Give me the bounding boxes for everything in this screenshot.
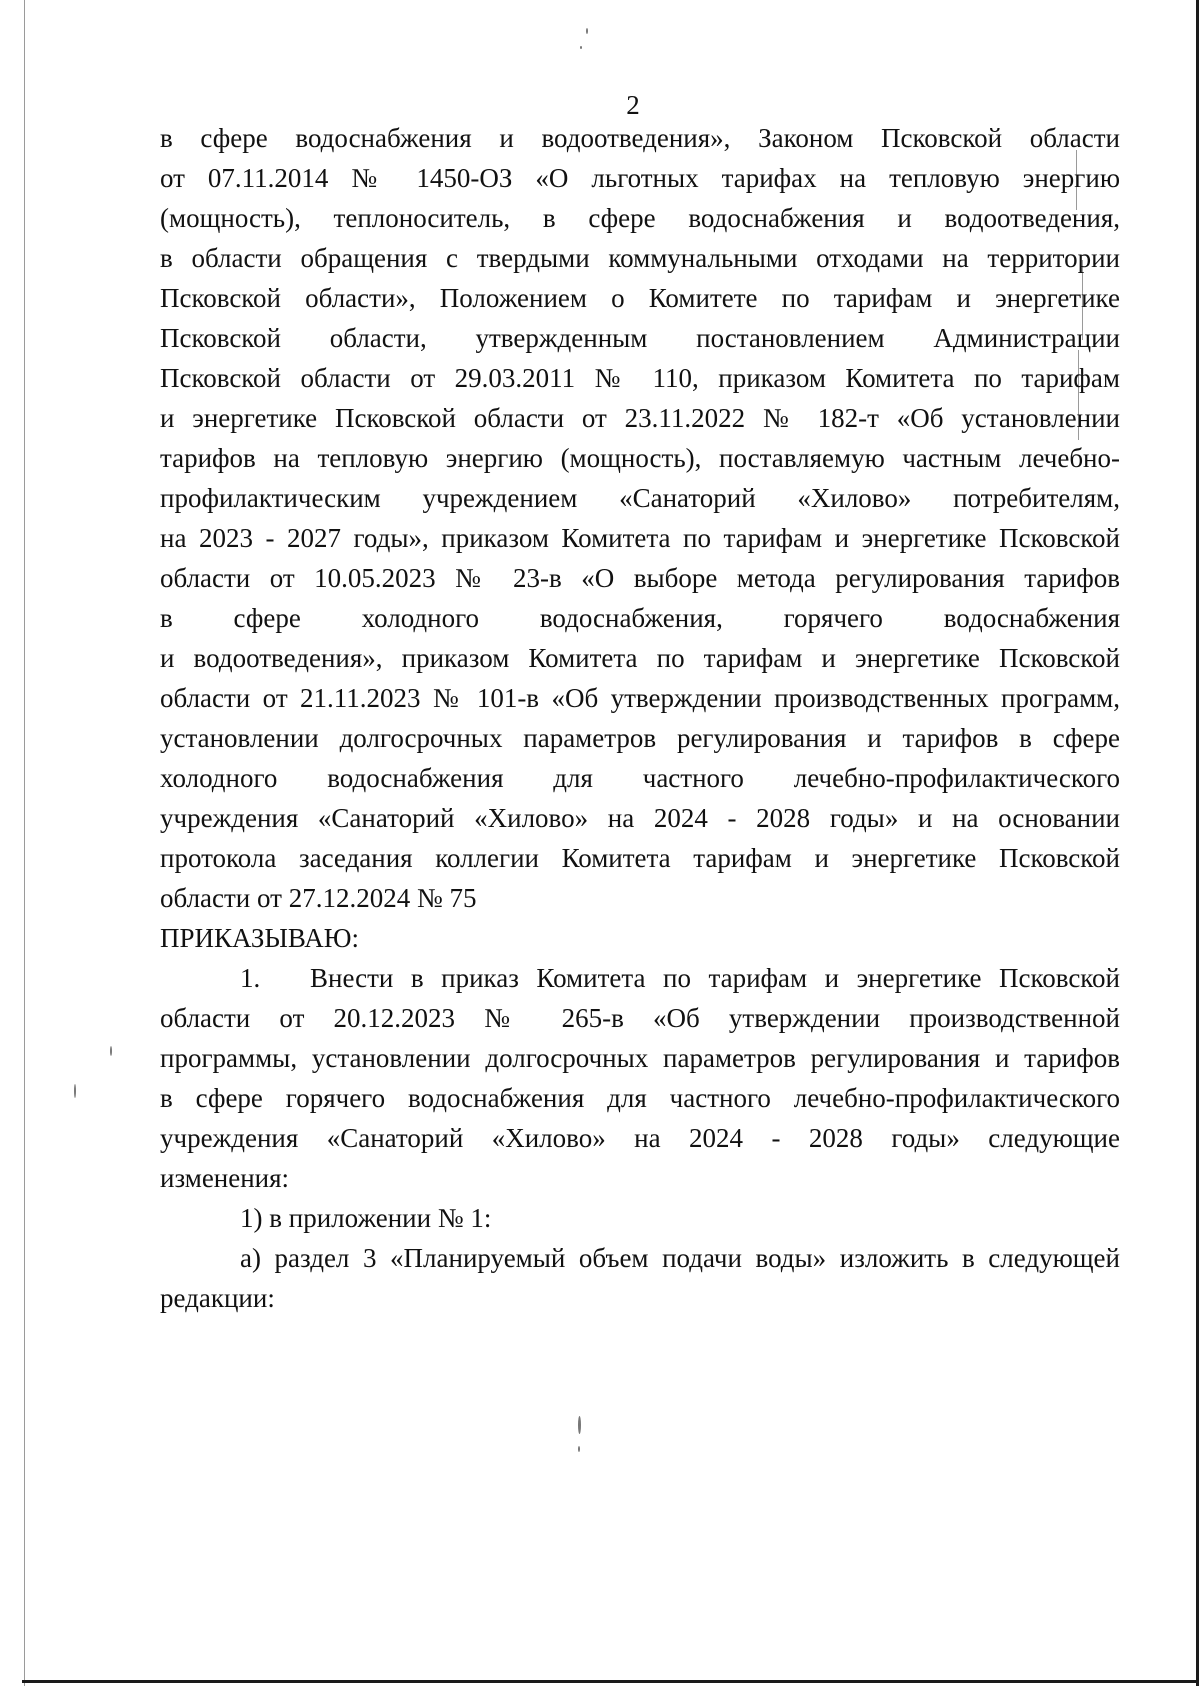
text-line: изменения: [160, 1163, 290, 1193]
text-line: учреждения «Санаторий «Хилово» на 2024 - 2028 годы» следующие [160, 1123, 1120, 1153]
text-line: в сфере водоснабжения и водоотведения», Законом Псковской области [160, 123, 1120, 153]
item-1-paragraph [160, 958, 1120, 1198]
text-line: в сфере холодного водоснабжения, горячего водоснабжения [160, 603, 1120, 633]
scan-left-edge [24, 0, 25, 1686]
subitem-a-paragraph [160, 1238, 1120, 1318]
scan-speck [586, 28, 588, 34]
document-body [160, 118, 1120, 1318]
text-line: тарифов на тепловую энергию (мощность), поставляемую частным лечебно- [160, 443, 1120, 473]
page-number: 2 [626, 90, 640, 120]
text-line: области от 10.05.2023 № 23-в «О выборе метода регулирования тарифов [160, 563, 1120, 593]
text-line: в области обращения с твердыми коммунальными отходами на территории [160, 243, 1120, 273]
text-line: области от 27.12.2024 № 75 [160, 883, 477, 913]
preamble-paragraph [160, 118, 1120, 918]
text-line: протокола заседания коллегии Комитета тарифам и энергетике Псковской [160, 843, 1120, 873]
text-line: холодного водоснабжения для частного лечебно-профилактического [160, 763, 1120, 793]
text-line: профилактическим учреждением «Санаторий «Хилово» потребителям, [160, 483, 1120, 513]
item-1-number: 1. [240, 963, 261, 993]
subitem-1-paragraph [160, 1198, 1120, 1238]
text-line: Псковской области от 29.03.2011 № 110, приказом Комитета по тарифам [160, 363, 1120, 393]
text-line: учреждения «Санаторий «Хилово» на 2024 - 2028 годы» и на основании [160, 803, 1120, 833]
text-line: (мощность), теплоноситель, в сфере водоснабжения и водоотведения, [160, 203, 1120, 233]
text-line: установлении долгосрочных параметров регулирования и тарифов в сфере [160, 723, 1120, 753]
text-line: Псковской области», Положением о Комитете по тарифам и энергетике [160, 283, 1120, 313]
item-1-first-line [160, 958, 1120, 998]
text-line: Псковской области, утвержденным постановлением Администрации [160, 323, 1120, 353]
scan-speck [580, 46, 582, 49]
scan-speck [74, 1084, 76, 1098]
scan-speck [578, 1416, 581, 1434]
scan-speck [578, 1446, 580, 1452]
subitem-a-last-line: редакции: [160, 1283, 275, 1313]
text-line: и водоотведения», приказом Комитета по тарифам и энергетике Псковской [160, 643, 1120, 673]
subitem-a-first-line: а) раздел 3 «Планируемый объем подачи воды» изложить в следующей [240, 1243, 1120, 1273]
scan-speck [110, 1046, 112, 1056]
order-word: ПРИКАЗЫВАЮ: [160, 923, 359, 953]
text-line: области от 20.12.2023 № 265-в «Об утверждении производственной [160, 1003, 1120, 1033]
text-line: на 2023 - 2027 годы», приказом Комитета по тарифам и энергетике Псковской [160, 523, 1120, 553]
scan-right-border [1196, 0, 1199, 1686]
text-line: в сфере горячего водоснабжения для частного лечебно-профилактического [160, 1083, 1120, 1113]
scan-bottom-border [22, 1680, 1198, 1683]
text-line: и энергетике Псковской области от 23.11.2022 № 182-т «Об установлении [160, 403, 1120, 433]
text-line: области от 21.11.2023 № 101-в «Об утверждении производственных программ, [160, 683, 1120, 713]
order-heading [160, 918, 1120, 958]
text-line: от 07.11.2014 № 1450-ОЗ «О льготных тарифах на тепловую энергию [160, 163, 1120, 193]
text-line: программы, установлении долгосрочных параметров регулирования и тарифов [160, 1043, 1120, 1073]
item-1-first-line-text: Внести в приказ Комитета по тарифам и энергетике Псковской [310, 963, 1120, 993]
subitem-1-line: 1) в приложении № 1: [240, 1203, 492, 1233]
